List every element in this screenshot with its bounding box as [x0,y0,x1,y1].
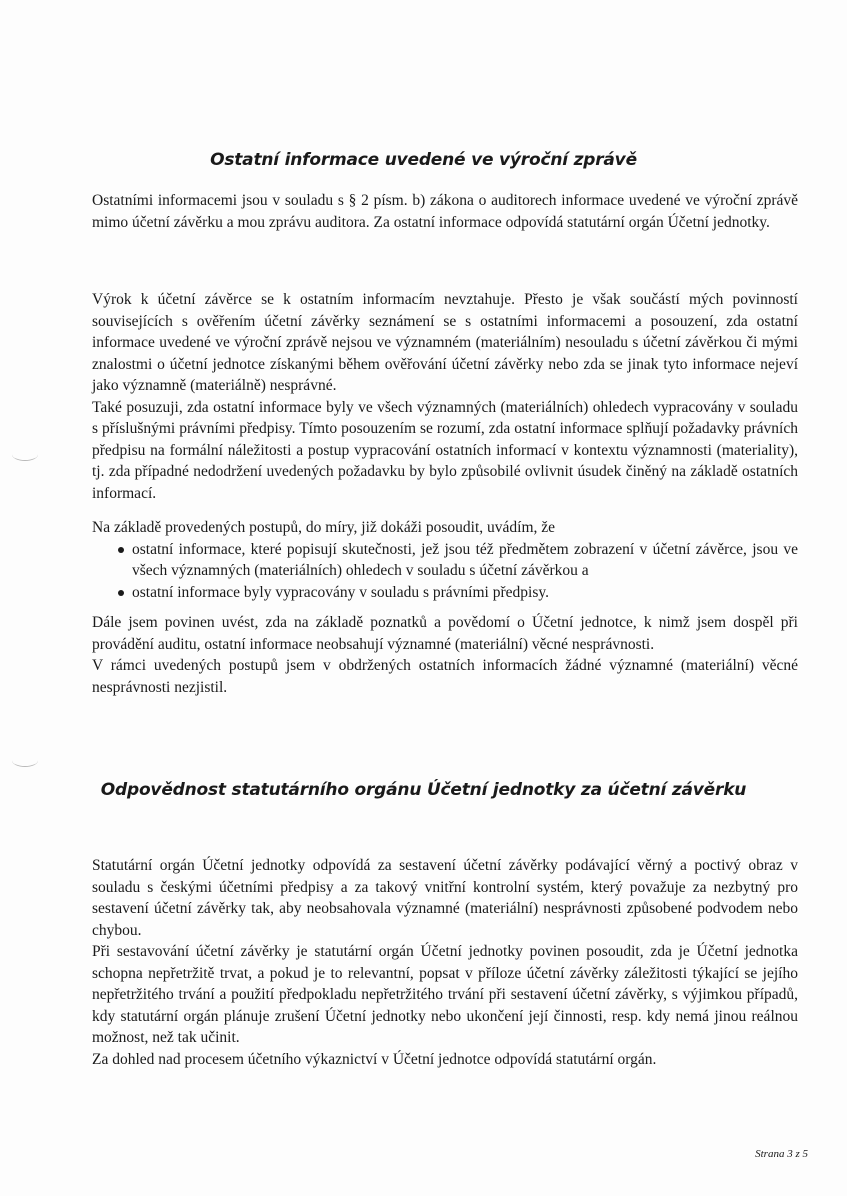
punch-hole-mark [12,754,38,767]
list-item: ostatní informace, které popisují skutečnosti, jež jsou též předmětem zobrazení v účetní závěrce, jsou ve všech významných (materiálních) ohledech v souladu s účetní závěrkou a [118,539,798,582]
paragraph-misstatement-statement [92,612,798,698]
paragraph-text: Při sestavování účetní závěrky je statutární orgán Účetní jednotky povinen posoudit, zda je Účetní jednotka schopna nepřetržitě trvat, a pokud je to relevantní, popsat v příloze účetní závěrky záležitosti týkající se jejího nepřetržitého trvání a použití předpokladu nepřetržitého trvání při sestavení účetní závěrky, s výjimkou případů, kdy statutární orgán plánuje zrušení Účetní jednotky nebo ukončení její činnosti, resp. kdy nemá jinou reálnou možnost, než tak učinit. [92,943,798,1046]
paragraph-text: Za dohled nad procesem účetního výkaznictví v Účetní jednotce odpovídá statutární orgán. [92,1050,657,1068]
paragraph-text: Výrok k účetní závěrce se k ostatním informacím nevztahuje. Přesto je však součástí mých povinností souvisejících s ověřením účetní závěrky seznámení se s ostatními informacemi a posouzení, zda ostatní informace uvedené ve výroční zprávě nejsou ve významném (materiálním) nesouladu s účetní závěrkou či mými znalostmi o účetní jednotce získanými během ověřování účetní závěrky nebo zda se jinak tyto informace nejeví jako významně (materiálně) nesprávné. [92,291,798,394]
paragraph-text: Statutární orgán Účetní jednotky odpovídá za sestavení účetní závěrky podávající věrný a poctivý obraz v souladu s českými účetními předpisy a za takový vnitřní kontrolní systém, který považuje za nezbytný pro sestavení účetní závěrky tak, aby neobsahovala významné (materiální) nesprávnosti způsobené podvodem nebo chybou. [92,857,798,939]
section-heading-statutory-body-responsibility: Odpovědnost statutárního orgánu Účetní jednotky za účetní závěrku [100,780,747,800]
punch-hole-mark [12,448,38,461]
paragraph-statutory-body [92,855,798,1070]
paragraph-text: Ostatními informacemi jsou v souladu s § 2 písm. b) zákona o auditorech informace uvedené ve výroční zprávě mimo účetní závěrku a mou zprávu auditora. Za ostatní informace odpovídá statutární orgán Účetní jednotky. [92,192,798,231]
paragraph-conclusions [92,517,798,603]
section-heading-other-information: Ostatní informace uvedené ve výroční zprávě [210,150,637,170]
page-number: Strana 3 z 5 [755,1148,808,1160]
bullet-list [92,539,798,604]
list-item: ostatní informace byly vypracovány v souladu s právními předpisy. [118,582,798,604]
paragraph-text: Také posuzuji, zda ostatní informace byly ve všech významných (materiálních) ohledech vypracovány v souladu s příslušnými právními předpisy. Tímto posouzením se rozumí, zda ostatní informace splňují požadavky právních předpisu na formální náležitosti a postup vypracování ostatních informací v kontextu významnosti (materiality), tj. zda případné nedodržení uvedených požadavku by bylo způsobilé ovlivnit úsudek činěný na základě ostatních informací. [92,398,798,502]
paragraph-text: Dále jsem povinen uvést, zda na základě poznatků a povědomí o Účetní jednotce, k nimž jsem dospěl při provádění auditu, ostatní informace neobsahují významné (materiální) věcné nesprávnosti. [92,614,798,653]
paragraph-text: V rámci uvedených postupů jsem v obdržených ostatních informacích žádné významné (materiální) věcné nesprávnosti nezjistil. [92,657,798,696]
paragraph-auditor-responsibility [92,289,798,504]
paragraph-other-info-definition [92,190,798,233]
paragraph-text: Na základě provedených postupů, do míry, již dokáži posoudit, uvádím, že [92,519,556,536]
